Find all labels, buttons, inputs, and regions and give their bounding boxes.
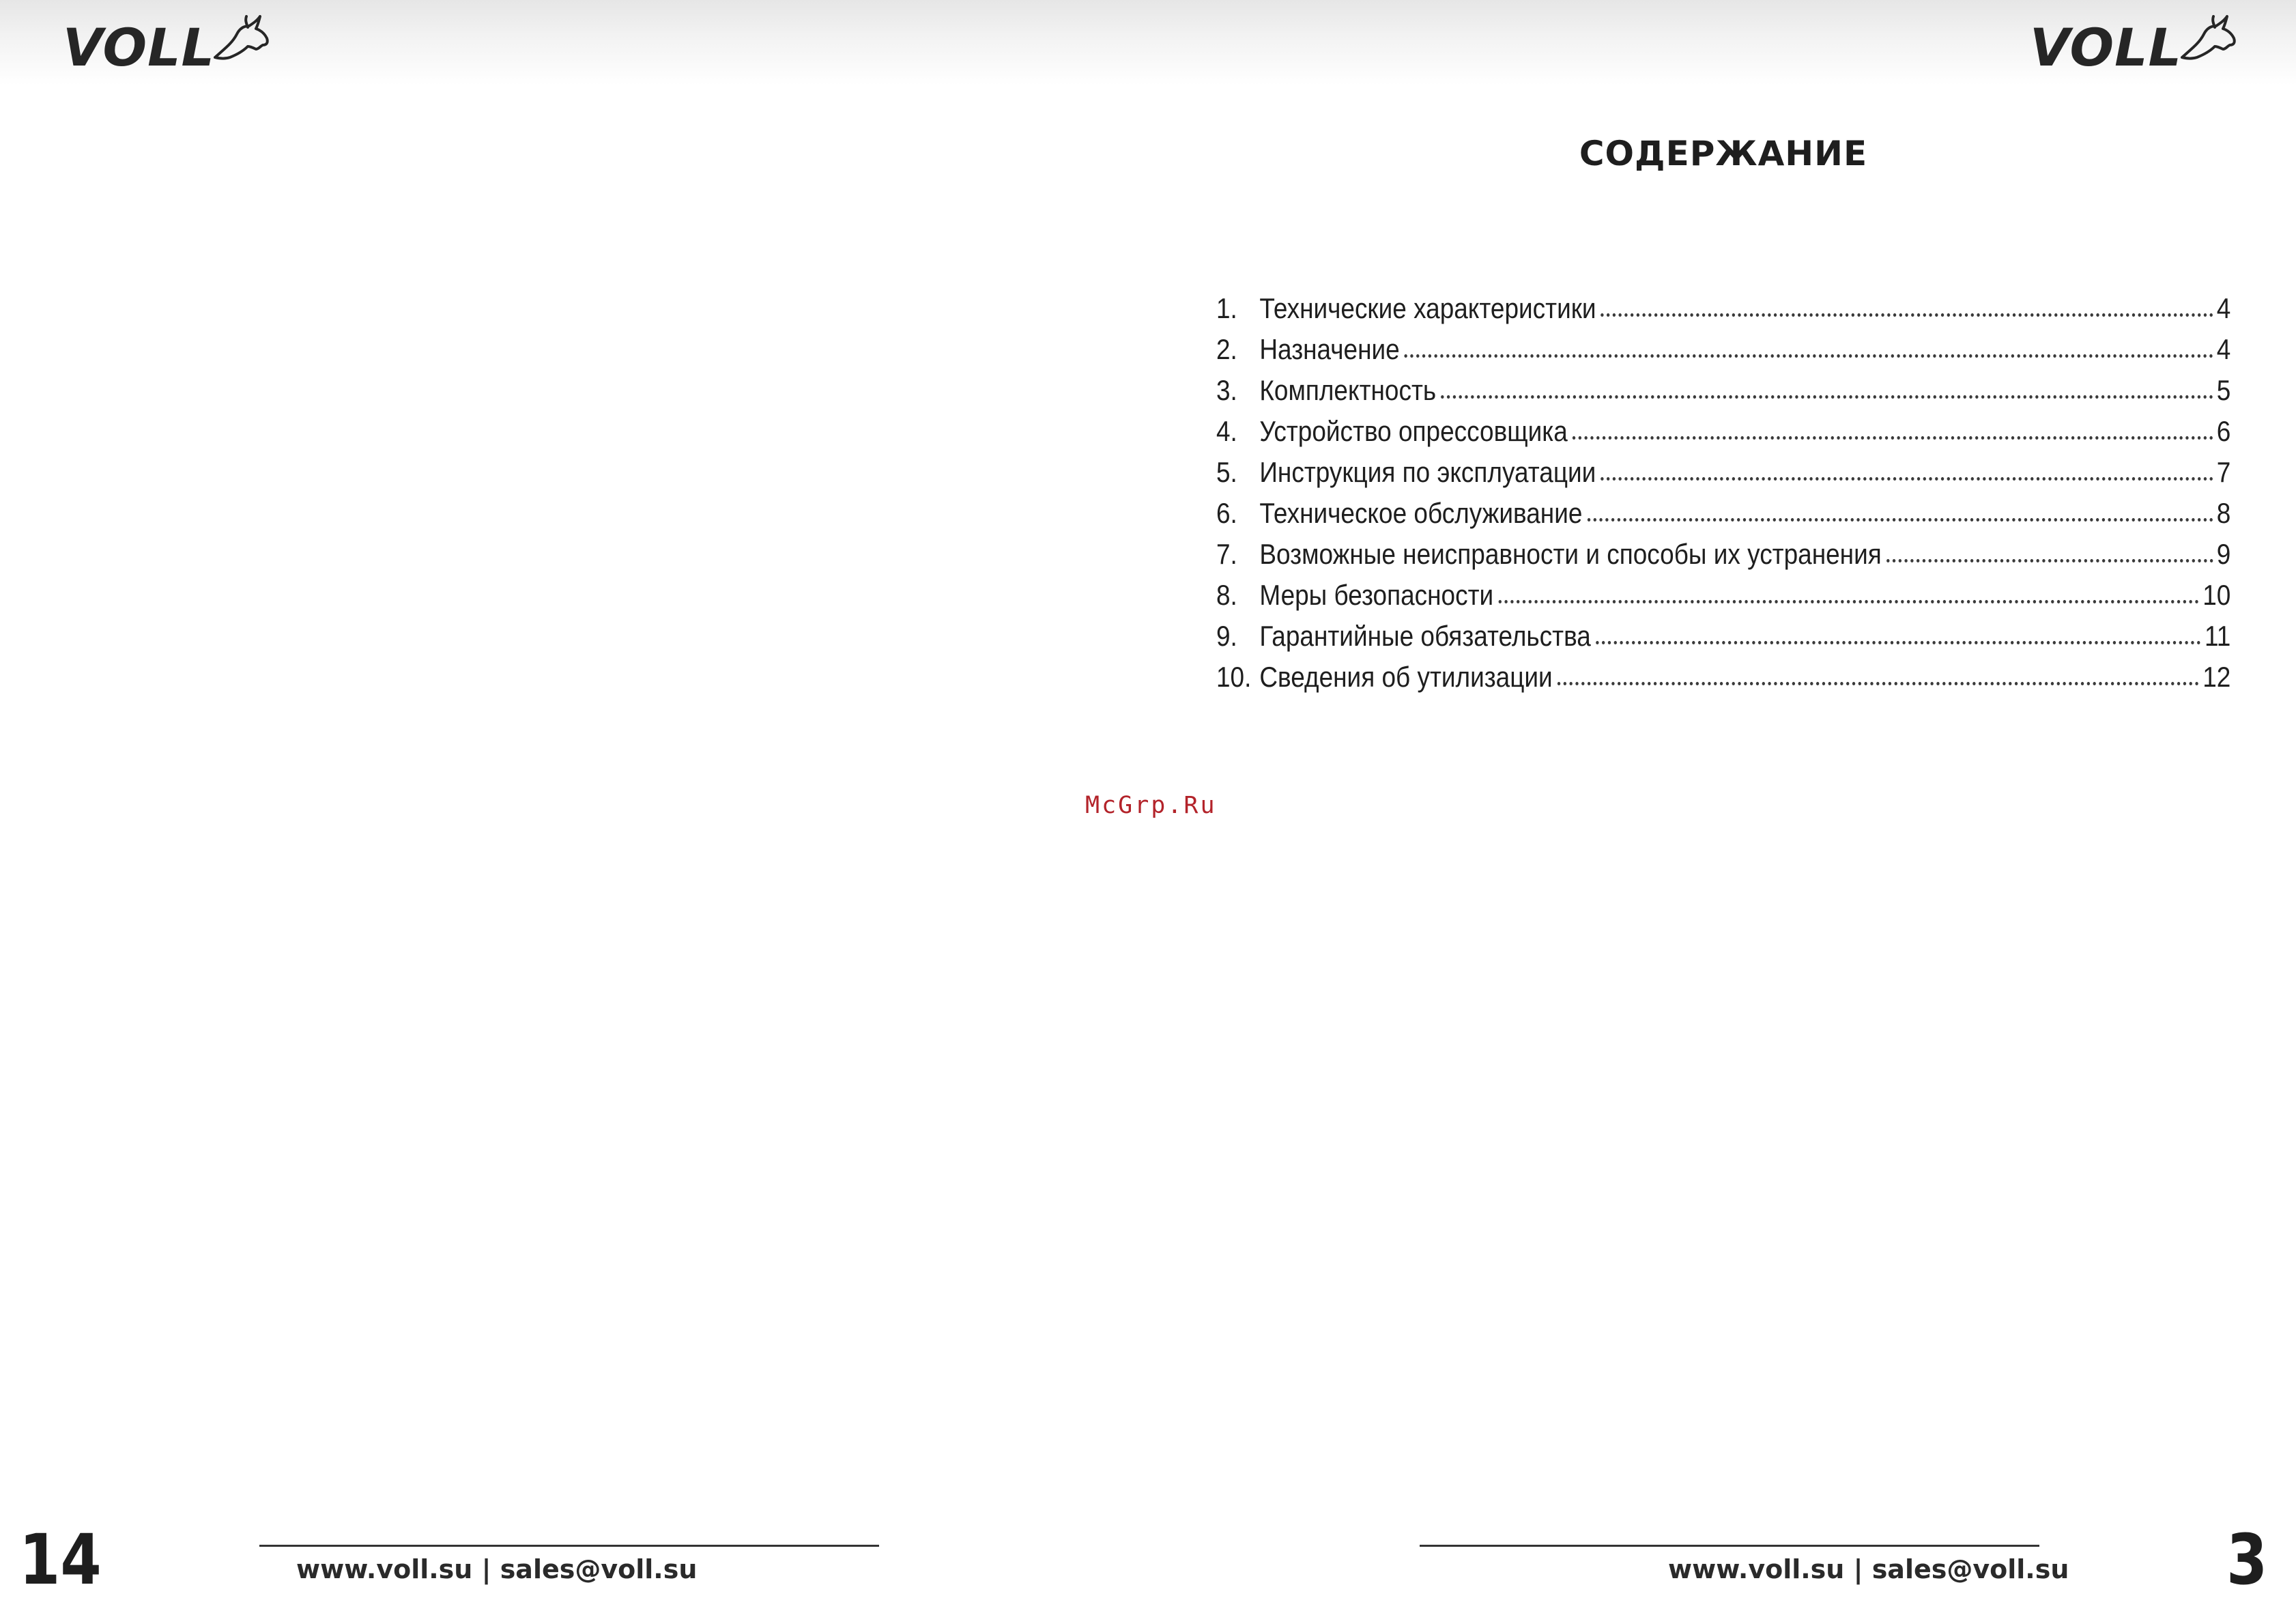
- toc-entry[interactable]: [1216, 366, 2230, 407]
- toc-entry-title: Меры безопасности: [1259, 579, 1494, 611]
- toc-entry[interactable]: [1216, 571, 2230, 612]
- toc-entry-number: 7.: [1216, 538, 1237, 570]
- page-number-right: 3: [2226, 1519, 2268, 1601]
- toc-leader-dots: [1886, 559, 2213, 562]
- toc-entry-page: 7: [2216, 456, 2231, 488]
- footer-rule-left: [259, 1545, 879, 1547]
- toc-entry-number: 6.: [1216, 497, 1237, 529]
- toc-entry[interactable]: [1216, 407, 2230, 448]
- toc-entry-number: 1.: [1216, 292, 1237, 324]
- toc-entry-number: 9.: [1216, 620, 1237, 652]
- toc-entry-page: 10: [2202, 579, 2231, 611]
- table-of-contents: [1216, 284, 2230, 694]
- bull-head-icon: [2170, 15, 2238, 76]
- toc-leader-dots: [1601, 477, 2213, 481]
- toc-entry-title: Технические характеристики: [1259, 292, 1596, 324]
- brand-logo-text: VOLL: [2030, 17, 2182, 78]
- toc-entry-title: Назначение: [1259, 333, 1400, 365]
- toc-leader-dots: [1405, 354, 2213, 358]
- toc-entry-title: Устройство опрессовщика: [1259, 415, 1568, 447]
- toc-entry-page: 12: [2202, 661, 2231, 693]
- brand-logo-left: [63, 15, 268, 83]
- toc-entry-title: Гарантийные обязательства: [1259, 620, 1591, 652]
- toc-entry-number: 8.: [1216, 579, 1237, 611]
- toc-entry-number: 10.: [1216, 661, 1252, 693]
- watermark: McGrp.Ru: [1085, 792, 1217, 819]
- toc-entry[interactable]: [1216, 448, 2230, 489]
- toc-entry[interactable]: [1216, 325, 2230, 366]
- footer-rule-right: [1420, 1545, 2039, 1547]
- toc-entry-number: 5.: [1216, 456, 1237, 488]
- toc-entry-title: Техническое обслуживание: [1259, 497, 1583, 529]
- toc-entry-page: 6: [2216, 415, 2231, 447]
- toc-entry[interactable]: [1216, 284, 2230, 325]
- header-band: [0, 0, 2296, 85]
- toc-entry[interactable]: [1216, 489, 2230, 530]
- brand-logo-right: [2030, 15, 2235, 83]
- footer-contact-right[interactable]: www.voll.su | sales@voll.su: [1668, 1554, 2069, 1584]
- toc-entry-title: Инструкция по эксплуатации: [1259, 456, 1596, 488]
- toc-entry-title: Возможные неисправности и способы их устранения: [1259, 538, 1882, 570]
- toc-leader-dots: [1587, 518, 2213, 522]
- toc-entry[interactable]: [1216, 612, 2230, 653]
- toc-leader-dots: [1596, 641, 2201, 644]
- toc-entry-page: 9: [2216, 538, 2231, 570]
- toc-entry-page: 8: [2216, 497, 2231, 529]
- toc-entry-number: 4.: [1216, 415, 1237, 447]
- toc-entry-page: 5: [2216, 374, 2231, 406]
- toc-leader-dots: [1573, 436, 2213, 440]
- toc-leader-dots: [1558, 682, 2199, 685]
- toc-entry-page: 11: [2204, 620, 2231, 652]
- footer-contact-left[interactable]: www.voll.su | sales@voll.su: [296, 1554, 698, 1584]
- toc-leader-dots: [1498, 600, 2199, 603]
- toc-entry-number: 3.: [1216, 374, 1237, 406]
- toc-entry-title: Комплектность: [1259, 374, 1437, 406]
- toc-entry-page: 4: [2216, 333, 2231, 365]
- toc-entry[interactable]: [1216, 653, 2230, 694]
- toc-entry-page: 4: [2216, 292, 2231, 324]
- toc-entry-number: 2.: [1216, 333, 1237, 365]
- page-number-left: 14: [19, 1519, 102, 1601]
- brand-logo-text: VOLL: [63, 17, 215, 78]
- toc-title: СОДЕРЖАНИЕ: [1579, 134, 1868, 173]
- toc-entry-title: Сведения об утилизации: [1259, 661, 1553, 693]
- toc-leader-dots: [1441, 395, 2213, 399]
- toc-leader-dots: [1601, 313, 2213, 317]
- toc-entry[interactable]: [1216, 530, 2230, 571]
- bull-head-icon: [203, 15, 271, 76]
